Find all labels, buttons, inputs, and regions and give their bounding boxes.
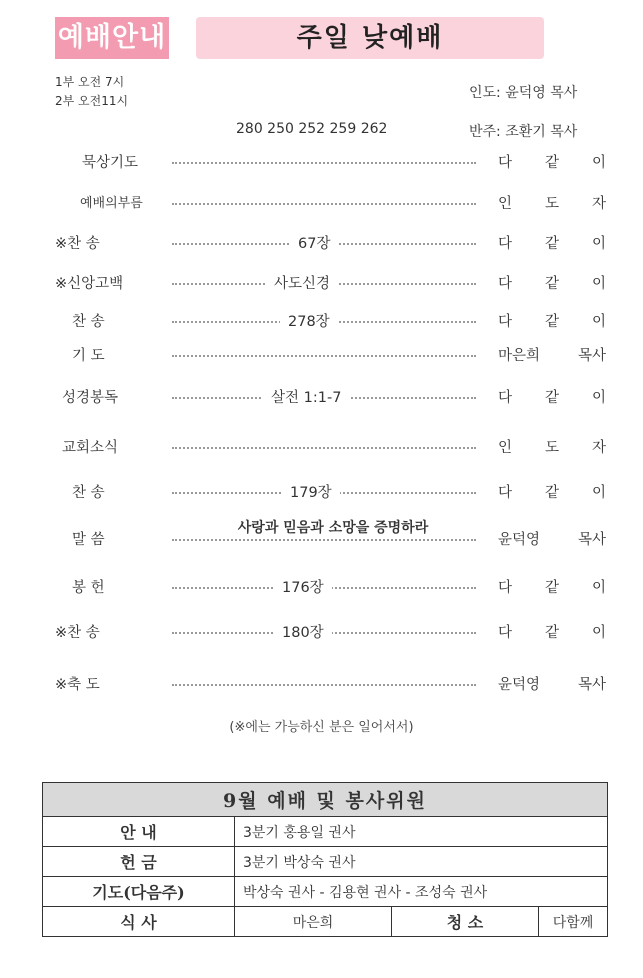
order-item-name: 말 씀 — [72, 532, 105, 548]
order-item-detail: 사도신경 — [266, 272, 338, 296]
leader-dots — [172, 684, 476, 686]
person-part: 목사 — [577, 677, 606, 693]
order-row — [0, 310, 643, 334]
person-part: 다 — [498, 390, 513, 406]
order-row — [0, 151, 643, 175]
person-part: 다 — [498, 485, 513, 501]
order-item-name: 묵상기도 — [82, 155, 139, 171]
order-row — [0, 344, 643, 368]
order-item-person — [498, 386, 606, 410]
order-item-person — [498, 621, 606, 645]
order-item-person — [498, 576, 606, 600]
person-part: 이 — [591, 155, 606, 171]
sermon-title: 사랑과 믿음과 소망을 증명하라 — [220, 518, 446, 538]
duty-value: 박상숙 권사 - 김용현 권사 - 조성숙 권사 — [235, 877, 608, 907]
order-item-person — [498, 481, 606, 505]
page-title: 주일 낮예배 — [196, 17, 544, 59]
order-item-name: ※찬 송 — [55, 625, 100, 641]
person-part: 같 — [544, 155, 559, 171]
order-row — [0, 436, 643, 460]
leader-dots — [172, 355, 476, 357]
order-item-detail: 176장 — [274, 576, 332, 600]
person-part: 다 — [498, 580, 513, 596]
person-part: 같 — [544, 485, 559, 501]
service-time-1: 1부 오전 7시 — [55, 75, 125, 89]
duty-value: 3분기 홍용일 권사 — [235, 817, 608, 847]
duty-row — [43, 907, 608, 937]
order-item-name: 교회소식 — [62, 440, 119, 456]
order-row — [0, 520, 643, 552]
duty-label: 안 내 — [43, 817, 235, 847]
person-part: 같 — [544, 314, 559, 330]
meal-label: 식 사 — [43, 907, 235, 937]
person-part: 다 — [498, 276, 513, 292]
person-part: 이 — [591, 390, 606, 406]
person-part: 이 — [591, 485, 606, 501]
order-row — [0, 386, 643, 410]
leader-label: 인도: 윤덕영 목사 — [469, 85, 578, 101]
duty-row — [43, 817, 608, 847]
person-part: 이 — [591, 314, 606, 330]
person-part: 인 — [498, 196, 513, 212]
person-part: 같 — [544, 390, 559, 406]
order-item-detail: 180장 — [274, 621, 332, 645]
person-part: 이 — [591, 276, 606, 292]
person-part: 같 — [544, 276, 559, 292]
person-part: 다 — [498, 236, 513, 252]
person-part: 윤덕영 — [498, 532, 541, 548]
person-part: 도 — [544, 440, 559, 456]
person-part: 목사 — [577, 348, 606, 364]
order-item-person — [498, 151, 606, 175]
order-item-person — [498, 344, 606, 368]
person-part: 같 — [544, 236, 559, 252]
person-part: 마은희 — [498, 348, 541, 364]
duty-label: 기도(다음주) — [43, 877, 235, 907]
duty-row — [43, 847, 608, 877]
hymn-numbers: 280 250 252 259 262 — [236, 121, 388, 137]
order-item-name: 봉 헌 — [72, 580, 105, 596]
person-part: 이 — [591, 625, 606, 641]
duty-value: 3분기 박상숙 권사 — [235, 847, 608, 877]
order-item-person — [498, 528, 606, 552]
order-row — [0, 232, 643, 256]
order-row — [0, 576, 643, 600]
order-row — [0, 272, 643, 296]
leader-dots — [172, 539, 476, 541]
order-item-name: ※신앙고백 — [55, 276, 124, 292]
person-part: 다 — [498, 155, 513, 171]
duty-row — [43, 877, 608, 907]
order-row — [0, 481, 643, 505]
order-item-name: 예배의부름 — [80, 196, 143, 211]
order-item-person — [498, 272, 606, 296]
order-item-name: 찬 송 — [72, 485, 105, 501]
duty-table — [42, 782, 608, 937]
person-part: 다 — [498, 314, 513, 330]
cleaning-value: 다함께 — [539, 907, 608, 937]
person-part: 인 — [498, 440, 513, 456]
duty-table-title: 9월 예배 및 봉사위원 — [43, 783, 608, 817]
person-part: 윤덕영 — [498, 677, 541, 693]
person-part: 목사 — [577, 532, 606, 548]
order-item-name: ※축 도 — [55, 677, 100, 693]
order-item-detail: 67장 — [290, 232, 338, 256]
order-item-name: ※찬 송 — [55, 236, 100, 252]
meal-value: 마은희 — [235, 907, 392, 937]
order-item-person — [498, 310, 606, 334]
duty-label: 헌 금 — [43, 847, 235, 877]
person-part: 자 — [591, 440, 606, 456]
order-item-name: 찬 송 — [72, 314, 105, 330]
leader-dots — [172, 162, 476, 164]
order-item-person — [498, 232, 606, 256]
order-row — [0, 621, 643, 645]
order-item-detail: 살전 1:1-7 — [263, 386, 349, 410]
order-row — [0, 192, 643, 216]
section-tag: 예배안내 — [55, 17, 169, 59]
service-time-2: 2부 오전11시 — [55, 94, 129, 108]
person-part: 다 — [498, 625, 513, 641]
order-item-name: 성경봉독 — [62, 390, 119, 406]
order-item-detail: 278장 — [280, 310, 338, 334]
person-part: 이 — [591, 236, 606, 252]
order-item-person — [498, 436, 606, 460]
person-part: 같 — [544, 580, 559, 596]
order-row — [0, 673, 643, 697]
person-part: 같 — [544, 625, 559, 641]
standing-note: (※에는 가능하신 분은 일어서서) — [229, 720, 414, 735]
order-item-detail: 179장 — [282, 481, 340, 505]
leader-dots — [172, 203, 476, 205]
order-item-name: 기 도 — [72, 348, 105, 364]
person-part: 도 — [544, 196, 559, 212]
person-part: 이 — [591, 580, 606, 596]
leader-dots — [172, 447, 476, 449]
person-part: 자 — [591, 196, 606, 212]
order-item-person — [498, 673, 606, 697]
cleaning-label: 청 소 — [392, 907, 539, 937]
organist-label: 반주: 조환기 목사 — [469, 124, 578, 140]
order-item-person — [498, 192, 606, 216]
